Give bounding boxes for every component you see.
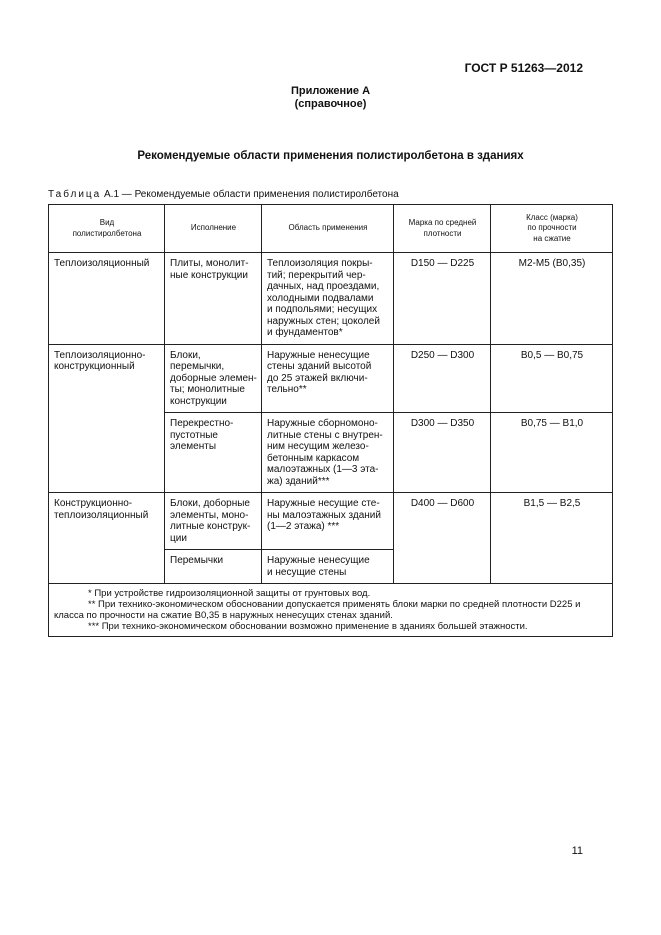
note-2: ** При технико-экономическом обосновании допускается применять блоки марки по средней плотности D225 и класса по прочности на сжатие В0,35 в наружных ненесущих стенах зданий. — [54, 599, 581, 621]
cell-application: Наружные несущие сте- ны малоэтажных зданий (1—2 этажа) *** — [262, 493, 394, 550]
cell-strength: В0,5 — В0,75 — [491, 344, 613, 413]
cell-type: Теплоизоляционно- конструкционный — [49, 344, 165, 493]
table-row — [49, 253, 613, 345]
table-header-row — [49, 205, 613, 253]
header-execution: Исполнение — [165, 205, 262, 253]
cell-strength: В0,75 — В1,0 — [491, 413, 613, 493]
table-caption — [48, 189, 399, 200]
page-number: 11 — [571, 845, 583, 857]
standard-code: ГОСТ Р 51263—2012 — [464, 61, 583, 75]
cell-density: D150 — D225 — [394, 253, 491, 345]
cell-strength: М2-М5 (В0,35) — [491, 253, 613, 345]
note-3: *** При технико-экономическом обосновании возможно применение в зданиях большей этажности. — [88, 621, 528, 632]
annex-heading — [0, 85, 661, 111]
cell-execution: Блоки, доборные элементы, моно- литные конструк- ции — [165, 493, 262, 550]
cell-application: Теплоизоляция покры- тий; перекрытий чер- дачных, над проездами, холодными подвалами и подпольями; несущих наружных стен; цоколей и фундаментов* — [262, 253, 394, 345]
cell-application: Наружные сборномоно- литные стены с внутрен- ним несущим железо- бетонным каркасом малоэтажных (1—3 эта- жа) зданий*** — [262, 413, 394, 493]
table-row — [49, 344, 613, 413]
cell-application: Наружные ненесущие стены зданий высотой до 25 этажей включи- тельно** — [262, 344, 394, 413]
table-notes — [49, 584, 613, 637]
cell-execution: Перекрестно- пустотные элементы — [165, 413, 262, 493]
cell-type: Теплоизоляционный — [49, 253, 165, 345]
annex-subtitle: (справочное) — [294, 98, 367, 110]
header-strength: Класс (марка) по прочности на сжатие — [491, 205, 613, 253]
cell-density: D400 — D600 — [394, 493, 491, 584]
main-title: Рекомендуемые области применения полистиролбетона в зданиях — [137, 150, 524, 162]
table-notes-row — [49, 584, 613, 637]
application-table — [48, 204, 613, 637]
note-1: * При устройстве гидроизоляционной защиты от грунтовых вод. — [88, 588, 371, 599]
cell-density: D250 — D300 — [394, 344, 491, 413]
header-type: Вид полистиролбетона — [49, 205, 165, 253]
cell-type: Конструкционно- теплоизоляционный — [49, 493, 165, 584]
cell-density: D300 — D350 — [394, 413, 491, 493]
cell-execution: Плиты, монолит- ные конструкции — [165, 253, 262, 345]
cell-strength: В1,5 — В2,5 — [491, 493, 613, 584]
cell-execution: Перемычки — [165, 550, 262, 584]
annex-title: Приложение А — [290, 85, 371, 97]
header-density: Марка по средней плотности — [394, 205, 491, 253]
table-row — [49, 493, 613, 550]
table-caption-text: А.1 — Рекомендуемые области применения полистиролбетона — [104, 189, 399, 200]
header-application: Область применения — [262, 205, 394, 253]
table-caption-label: Таблица — [48, 189, 102, 200]
cell-execution: Блоки, перемычки, доборные элемен- ты; монолитные конструкции — [165, 344, 262, 413]
cell-application: Наружные ненесущие и несущие стены — [262, 550, 394, 584]
